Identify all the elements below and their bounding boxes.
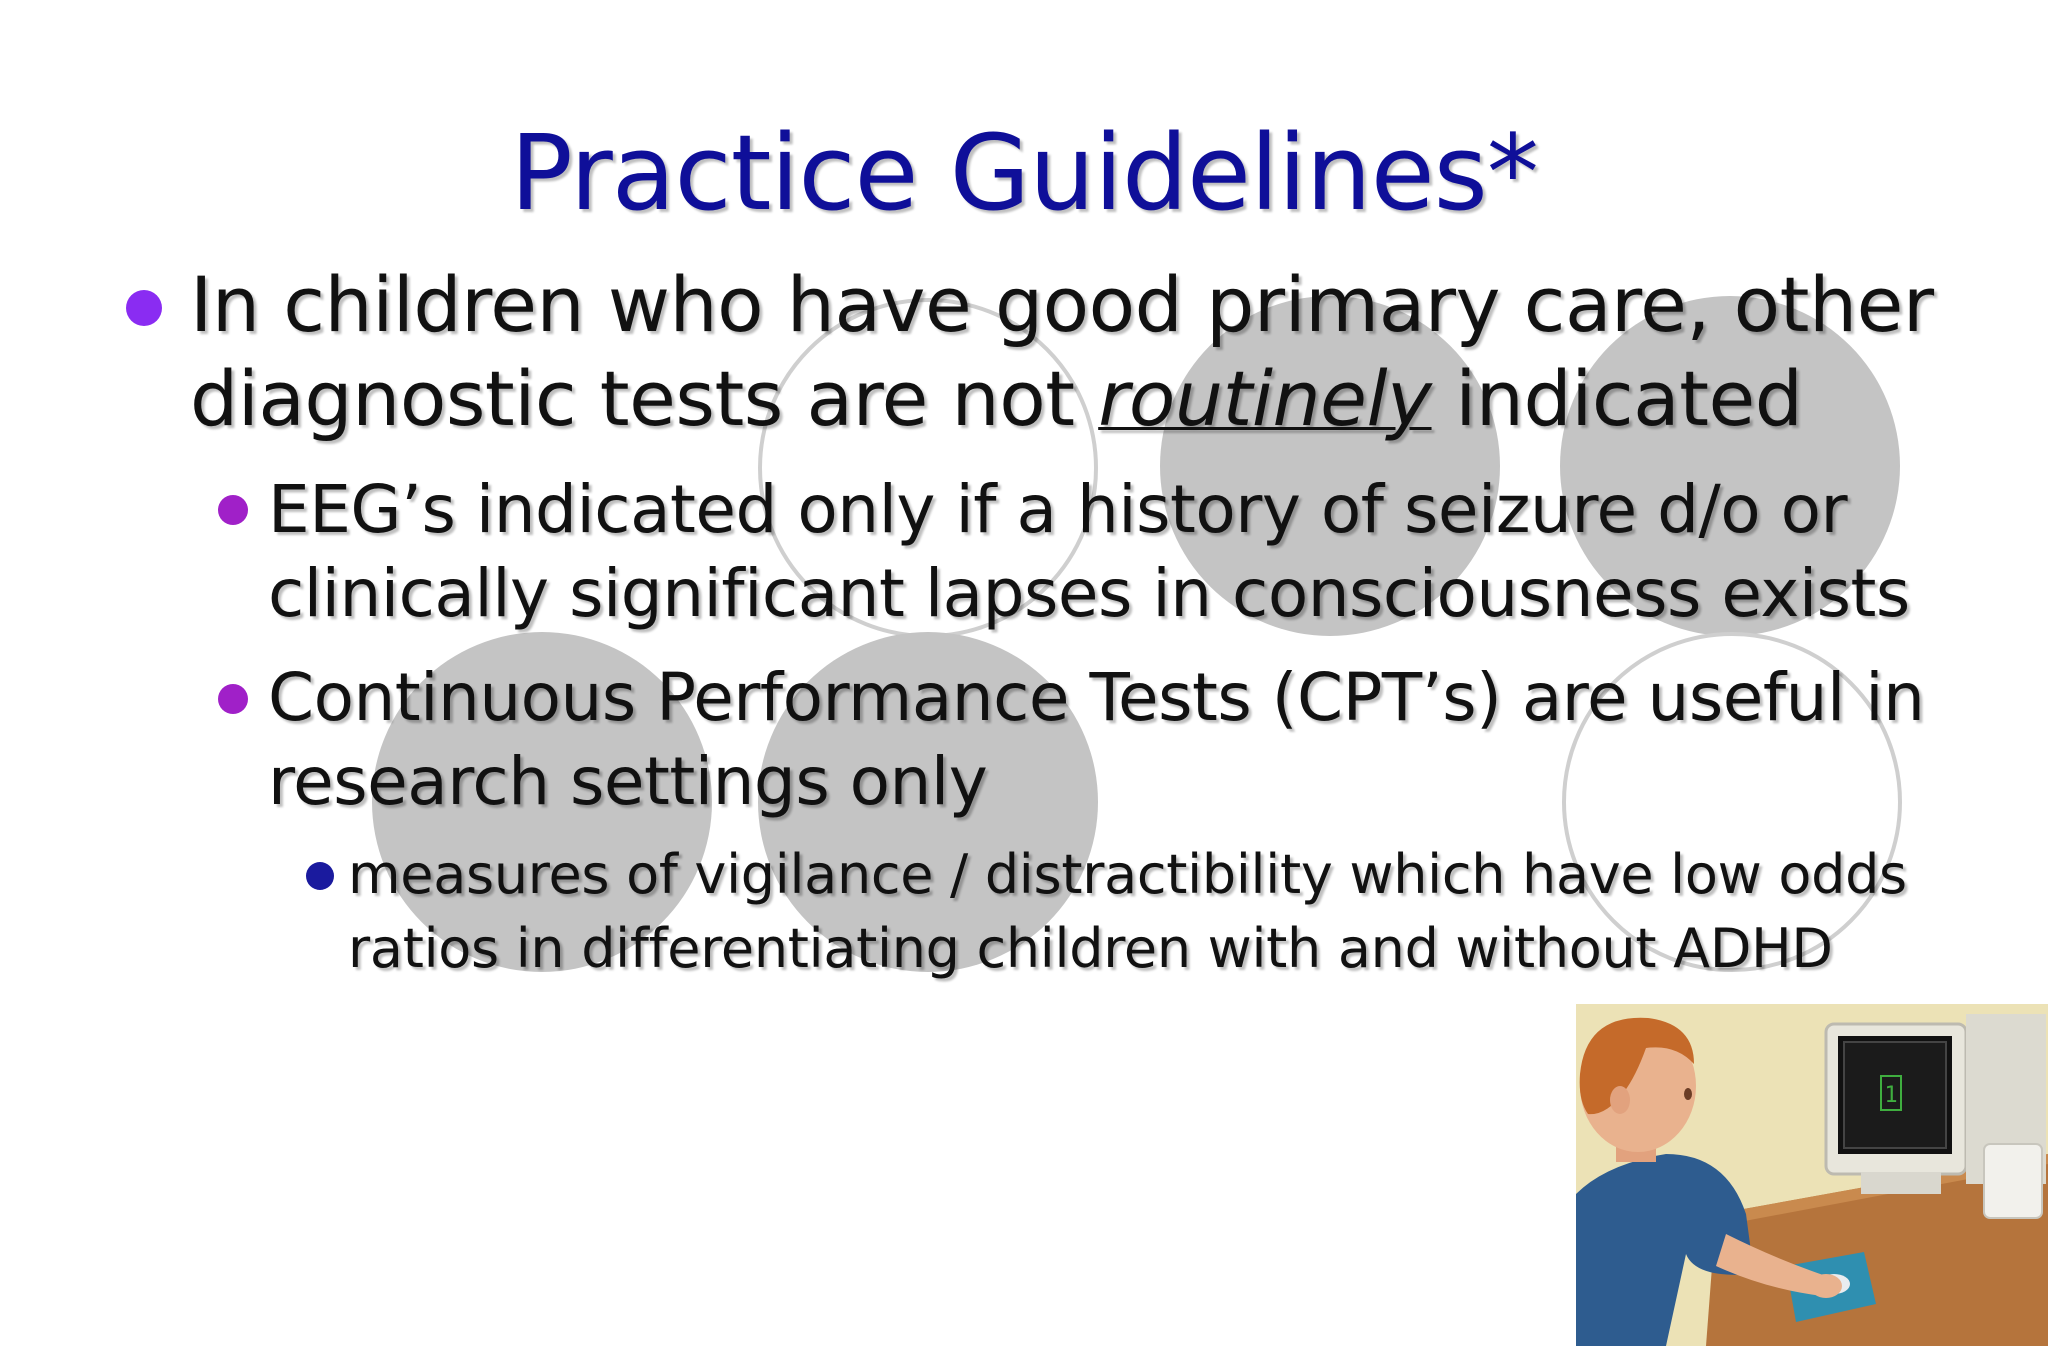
bullet-text-level1 xyxy=(190,258,2010,446)
bullet-line: ratios in differentiating children with and without ADHD xyxy=(348,917,1833,980)
bullet-line xyxy=(190,352,2010,446)
emphasized-word: routinely xyxy=(1098,354,1432,443)
bullet-line-segment: indicated xyxy=(1431,354,1803,443)
bullet-line-segment: diagnostic tests are not xyxy=(190,354,1099,443)
child-at-computer-illustration-icon xyxy=(1576,1004,2048,1346)
monitor-digit: 1 xyxy=(1884,1083,1898,1108)
bullet-line: research settings only xyxy=(268,743,988,820)
slide-title: Practice Guidelines* xyxy=(510,112,1538,234)
bullet-text-level2 xyxy=(268,656,2028,824)
bullet-text-level3 xyxy=(348,838,2038,986)
bullet-dot-level2 xyxy=(218,495,248,525)
child-at-computer-photo xyxy=(1576,1004,2048,1346)
bullet-line: EEG’s indicated only if a history of seizure d/o or xyxy=(268,471,1848,548)
bullet-dot-level1 xyxy=(126,290,162,326)
bullet-dot-level2 xyxy=(218,684,248,714)
bullet-line: Continuous Performance Tests (CPT’s) are useful in xyxy=(268,659,1925,736)
bullet-line: clinically significant lapses in consciousness exists xyxy=(268,555,1910,632)
bullet-line: measures of vigilance / distractibility which have low odds xyxy=(348,843,1907,906)
bullet-dot-level3 xyxy=(306,862,334,890)
bullet-text-level2 xyxy=(268,468,2028,636)
bullet-line: In children who have good primary care, other xyxy=(190,260,1934,349)
